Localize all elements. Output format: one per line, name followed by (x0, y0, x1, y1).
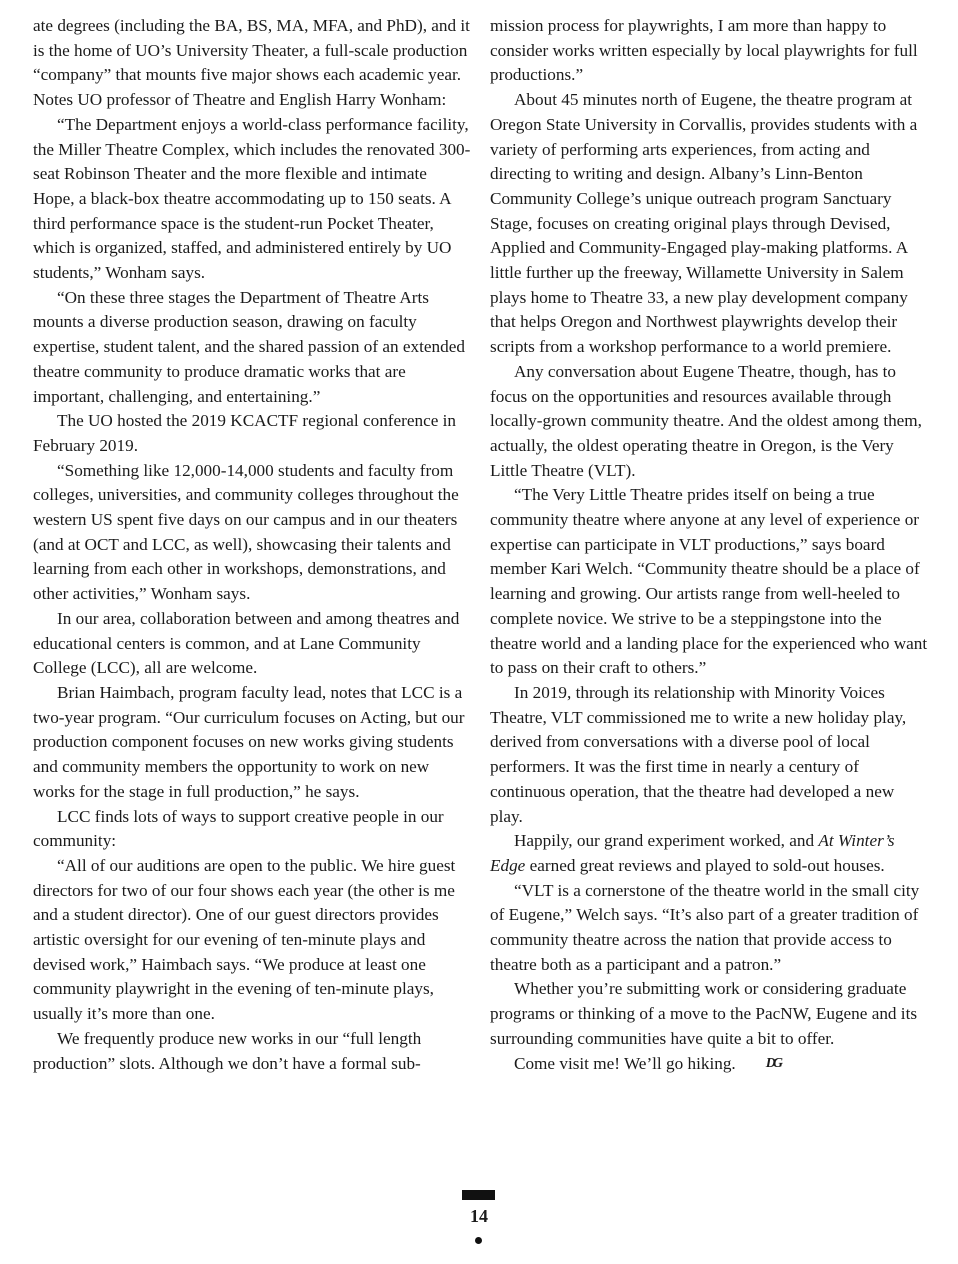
page-number: 14 (470, 1206, 488, 1226)
footer-dot (475, 1237, 482, 1244)
paragraph: In 2019, through its relationship with Minority Voices Theatre, VLT commissioned me to write a new holiday play, derived from conversations with a diverse pool of local performers. It was the first time in nearly a century of continuous operation, that the theatre had developed a new play. (490, 682, 907, 826)
paragraph: In our area, collaboration between and among theatres and educational centers is common, and at Lane Community College (LCC), all are welcome. (33, 608, 460, 678)
play-title: At Winter’s Edge (490, 831, 895, 875)
closing-paragraph (490, 1052, 928, 1077)
paragraph: LCC finds lots of ways to support creative people in our community: (33, 806, 444, 851)
closing-text: Come visit me! We’ll go hiking. (514, 1053, 736, 1073)
paragraph: Any conversation about Eugene Theatre, though, has to focus on the opportunities and resources available through locally-grown community theatre. And the oldest among them, actually, the oldest operating theatre in Oregon, is the Very Little Theatre (VLT). (490, 361, 922, 480)
paragraph: “All of our auditions are open to the public. We hire guest directors for two of our four shows each year (the other is me and a student director). One of our guest directors provides artistic oversight for our evening of ten-minute plays and devised work,” Haimbach says. “We produce at least one community playwright in the evening of ten-minute plays, usually it’s more than one. (33, 855, 456, 1024)
paragraph: “Something like 12,000-14,000 students and faculty from colleges, universities, and community colleges throughout the western US spent five days on our campus and in our theaters (and at OCT and LCC, as well), showcasing their talents and learning from each other in workshops, demonstrations, and other activities,” Wonham says. (33, 460, 459, 604)
paragraph: “The Very Little Theatre prides itself on being a true community theatre where anyone at any level of experience or expertise can participate in VLT productions,” says board member Kari Welch. “Community theatre should be a place of learning and growing. Our artists range from well-heeled to complete novice. We strive to be a steppingstone into the theatre world and a landing place for the experienced who want to pass on their craft to others.” (490, 485, 928, 678)
paragraph: We frequently produce new works in our “full length production” slots. Although we don’t have a formal sub- (33, 1028, 422, 1073)
paragraph: Whether you’re submitting work or considering graduate programs or thinking of a move to the PacNW, Eugene and its surrounding communities have quite a bit to offer. (490, 979, 918, 1048)
paragraph: “On these three stages the Department of Theatre Arts mounts a diverse production season, drawing on faculty expertise, student talent, and the shared passion of an extended theatre community to produce dramatic works that are important, challenging, and entertaining.” (33, 287, 465, 406)
right-column (490, 14, 928, 1076)
paragraph: “The Department enjoys a world-class performance facility, the Miller Theatre Complex, which includes the renovated 300-seat Robinson Theater and the more flexible and intimate Hope, a black-box theatre accommodating up to 150 seats. A third performance space is the student-run Pocket Theater, which is organized, staffed, and administered entirely by UO students,” Wonham says. (33, 114, 471, 283)
paragraph: ate degrees (including the BA, BS, MA, MFA, and PhD), and it is the home of UO’s University Theater, a full-scale production “company” that mounts five major shows each academic year. Notes UO professor of Theatre and English Harry Wonham: (33, 16, 470, 110)
left-column (33, 14, 471, 1076)
end-mark-logo: DG (765, 1055, 780, 1071)
paragraph: Brian Haimbach, program faculty lead, notes that LCC is a two-year program. “Our curriculum focuses on Acting, but our production component focuses on new works giving students and community members the opportunity to work on new works for the stage in full production,” he says. (33, 682, 465, 801)
paragraph: Happily, our grand experiment worked, and At Winter’s Edge earned great reviews and played to sold-out houses. (490, 831, 895, 875)
paragraph: About 45 minutes north of Eugene, the theatre program at Oregon State University in Corvallis, provides students with a variety of performing arts experiences, from acting and directing to writing and design. Albany’s Linn-Benton Community College’s unique outreach program Sanctuary Stage, focuses on creating original plays through Devised, Applied and Community-Engaged play-making platforms. A little further up the freeway, Willamette University in Salem plays home to Theatre 33, a new play development company that helps Oregon and Northwest playwrights develop their scripts from a workshop performance to a world premiere. (490, 90, 918, 357)
paragraph: The UO hosted the 2019 KCACTF regional conference in February 2019. (33, 411, 457, 455)
paragraph: mission process for playwrights, I am more than happy to consider works written especially by local playwrights for full productions.” (490, 16, 918, 85)
paragraph: “VLT is a cornerstone of the theatre world in the small city of Eugene,” Welch says. “It’s also part of a greater tradition of community theatre across the nation that provide access to theatre both as a participant and a patron.” (490, 880, 920, 974)
footer-bar (462, 1190, 495, 1200)
